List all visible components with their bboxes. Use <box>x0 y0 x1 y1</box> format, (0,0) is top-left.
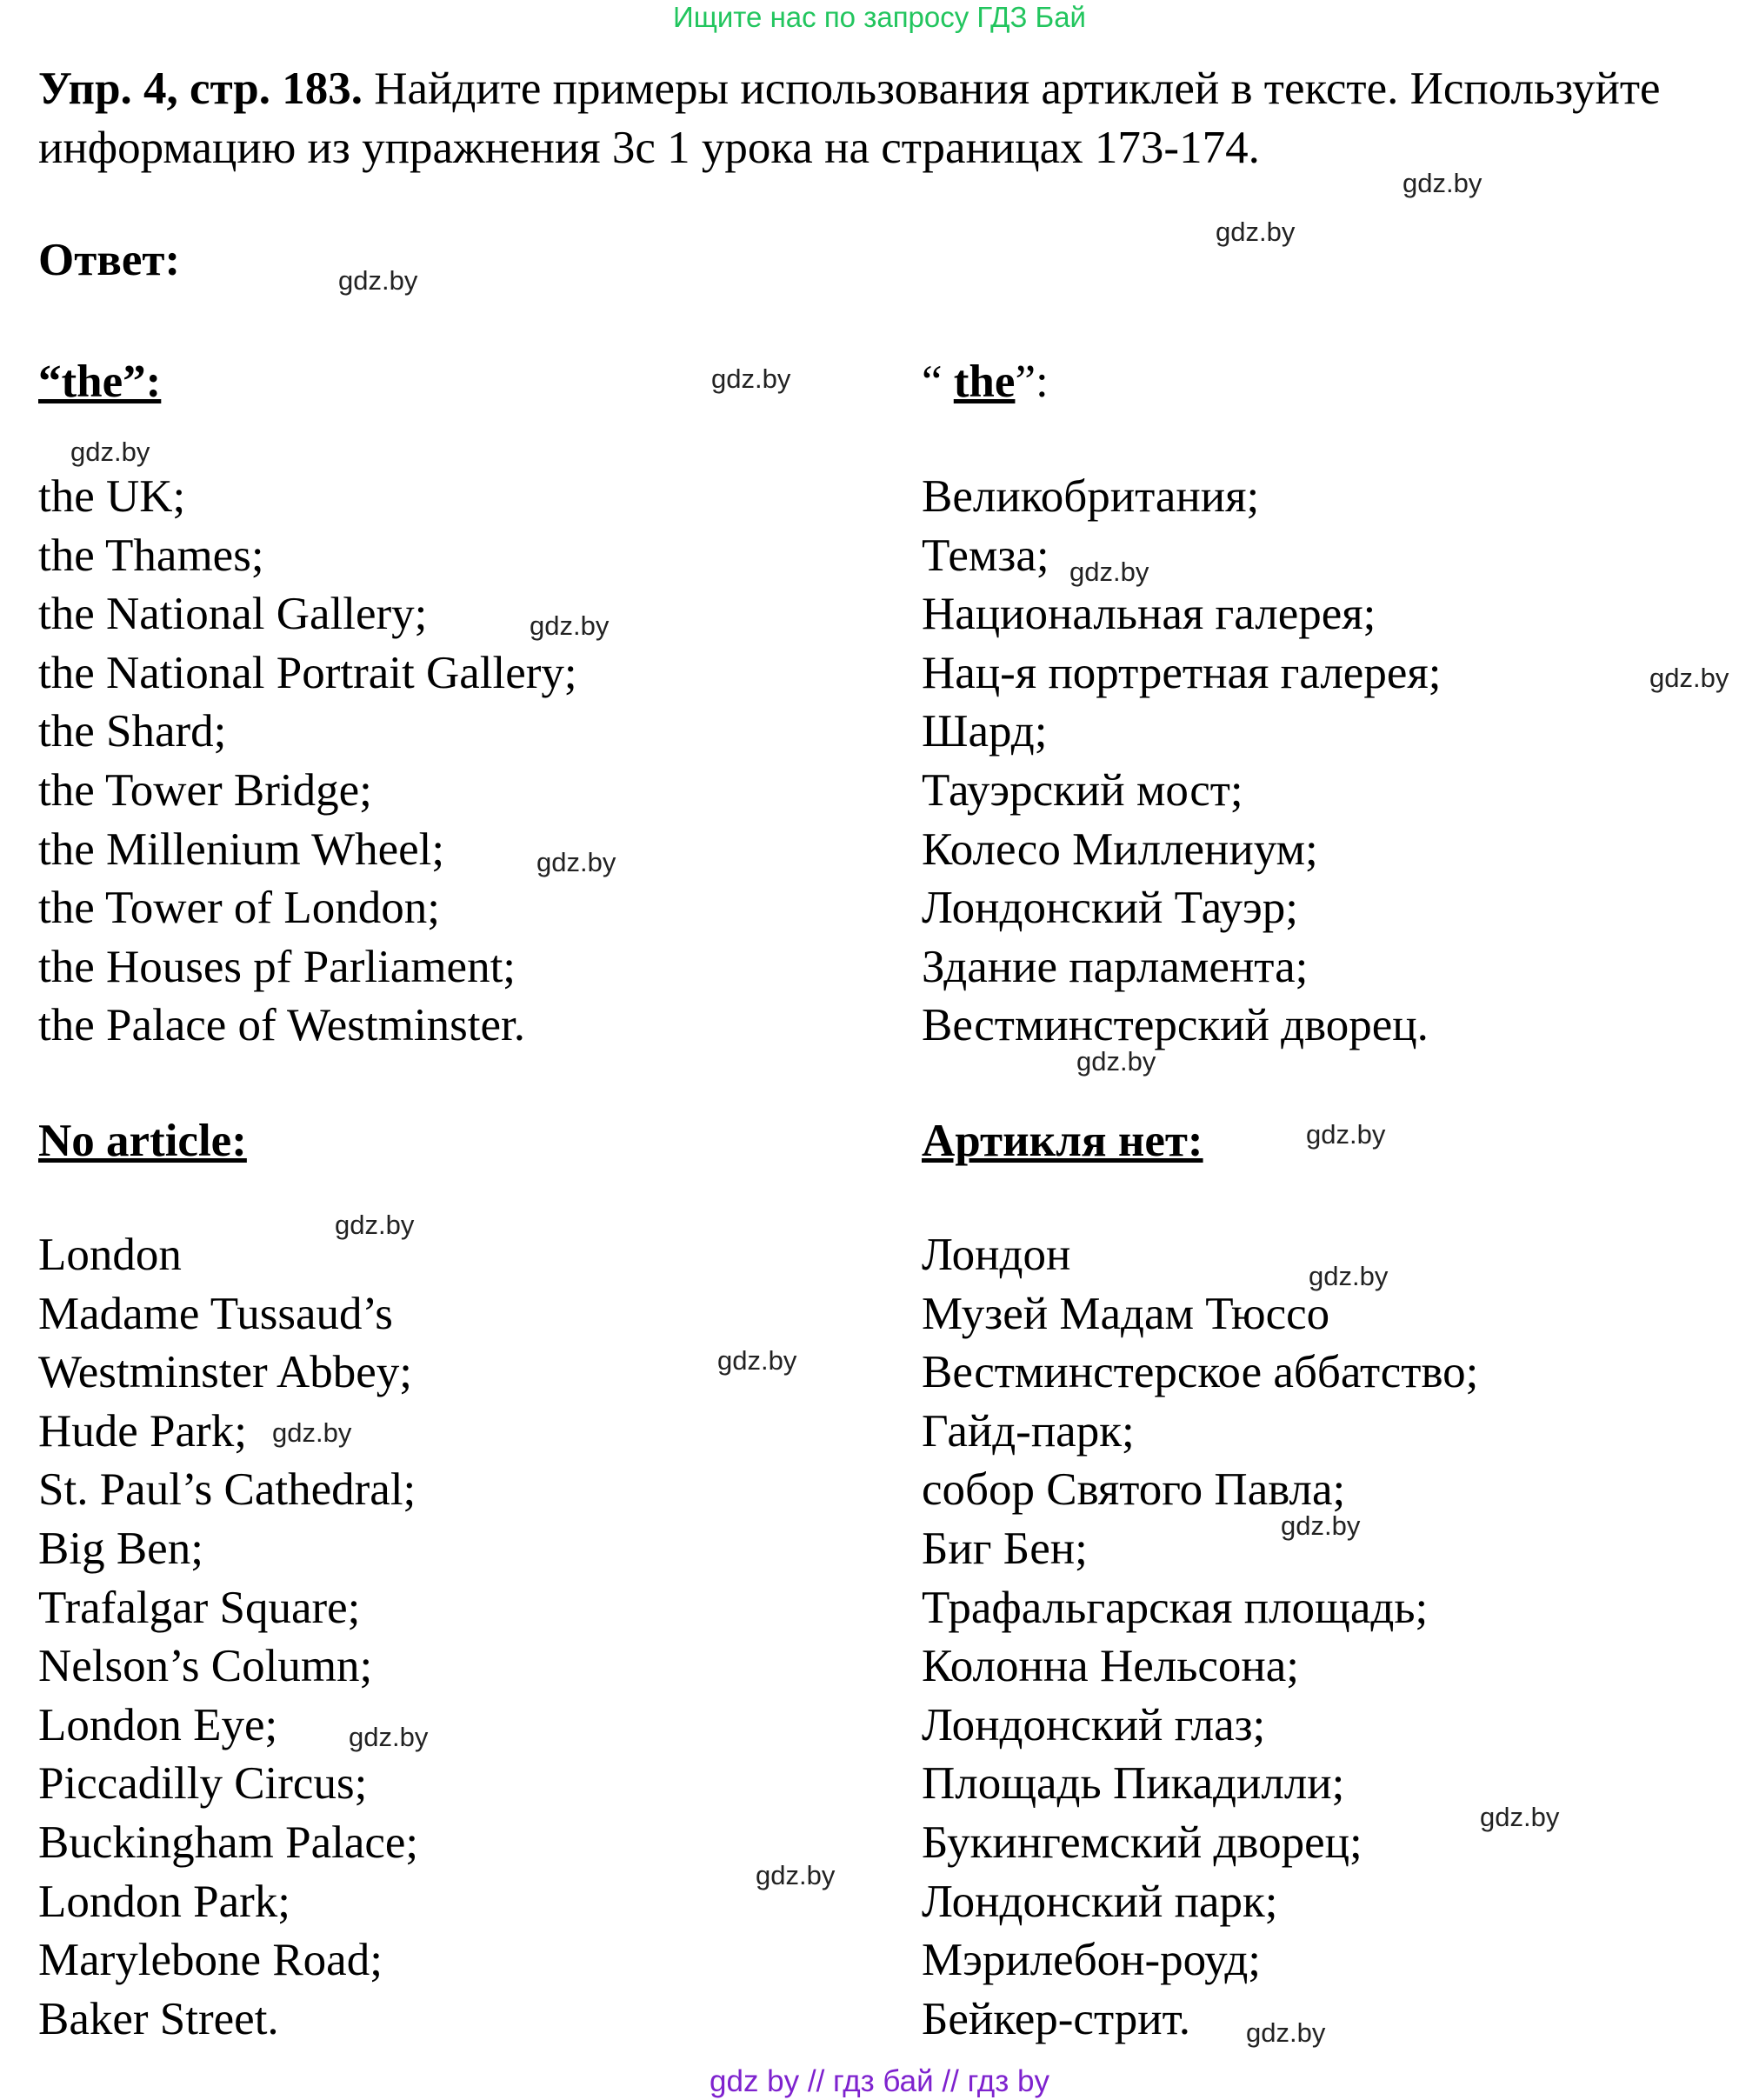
no-article-list-ru <box>922 1226 1478 2049</box>
list-item: Madame Tussaud’s <box>38 1288 393 1339</box>
list-item: Marylebone Road; <box>38 1935 383 1986</box>
list-item: Букингемский дворец; <box>922 1817 1363 1868</box>
watermark: gdz.by <box>1069 557 1149 587</box>
list-item: London Park; <box>38 1876 290 1927</box>
watermark: gdz.by <box>1076 1046 1156 1077</box>
the-list-ru <box>922 468 1441 1056</box>
list-item: Baker Street. <box>38 1993 279 2044</box>
list-item: Лондонский глаз; <box>922 1699 1266 1750</box>
list-item: Nelson’s Column; <box>38 1641 373 1692</box>
list-item: Площадь Пикадилли; <box>922 1758 1345 1810</box>
task-statement <box>38 59 1673 177</box>
watermark: gdz.by <box>530 610 610 641</box>
list-item: Биг Бен; <box>922 1523 1088 1574</box>
list-item: Мэрилебон-роуд; <box>922 1935 1262 1986</box>
task-label: Упр. 4, стр. 183. <box>38 63 363 114</box>
list-item: Лондонский парк; <box>922 1876 1278 1927</box>
no-article-heading-en: No article: <box>38 1116 247 1166</box>
watermark: gdz.by <box>717 1345 797 1376</box>
list-item: собор Святого Павла; <box>922 1464 1346 1516</box>
list-item: Колесо Миллениум; <box>922 823 1318 875</box>
top-banner: Ищите нас по запросу ГДЗ Бай <box>673 1 1086 33</box>
list-item: Тауэрский мост; <box>922 764 1243 816</box>
list-item: London Eye; <box>38 1699 278 1750</box>
the-heading-ru: “ the”: <box>922 357 1049 407</box>
footer: gdz by // гдз бай // гдз by <box>710 2064 1049 2098</box>
list-item: Piccadilly Circus; <box>38 1758 368 1810</box>
watermark: gdz.by <box>1649 663 1729 693</box>
watermark: gdz.by <box>1281 1510 1361 1541</box>
list-item: the UK; <box>38 471 186 522</box>
list-item: Темза; <box>922 530 1049 581</box>
watermark: gdz.by <box>1306 1119 1386 1150</box>
watermark: gdz.by <box>1216 217 1296 247</box>
list-item: the Tower Bridge; <box>38 764 372 816</box>
list-item: Лондон <box>922 1230 1071 1280</box>
task-text: Найдите примеры использования артиклей в тексте. Используйте информацию из упражнения 3с 1 урока на страницах 173-174. <box>38 63 1661 173</box>
list-item: Шард; <box>922 706 1048 757</box>
the-heading-en: “the”: <box>38 357 162 407</box>
list-item: Big Ben; <box>38 1523 203 1574</box>
list-item: Колонна Нельсона; <box>922 1641 1300 1692</box>
no-article-list-en <box>38 1226 418 2049</box>
list-item: Лондонский Тауэр; <box>922 883 1298 934</box>
list-item: the Tower of London; <box>38 883 440 934</box>
list-item: Гайд-парк; <box>922 1405 1135 1457</box>
list-item: Нац-я портретная галерея; <box>922 647 1442 698</box>
list-item: the National Gallery; <box>38 589 428 640</box>
list-item: the Houses pf Parliament; <box>38 941 516 992</box>
watermark: gdz.by <box>335 1210 415 1240</box>
list-item: the Shard; <box>38 706 227 757</box>
list-item: St. Paul’s Cathedral; <box>38 1464 416 1516</box>
list-item: the Palace of Westminster. <box>38 1000 525 1051</box>
list-item: Великобритания; <box>922 471 1260 522</box>
watermark: gdz.by <box>349 1722 429 1752</box>
list-item: London <box>38 1230 182 1280</box>
list-item: Бейкер-стрит. <box>922 1993 1191 2044</box>
watermark: gdz.by <box>536 847 616 877</box>
answer-label: Ответ: <box>38 235 181 285</box>
list-item: Westminster Abbey; <box>38 1347 412 1398</box>
watermark: gdz.by <box>70 437 150 467</box>
list-item: Здание парламента; <box>922 941 1309 992</box>
list-item: Hude Park; <box>38 1405 247 1457</box>
list-item: Национальная галерея; <box>922 589 1376 640</box>
watermark: gdz.by <box>338 265 418 296</box>
list-item: the Millenium Wheel; <box>38 823 445 875</box>
list-item: the Thames; <box>38 530 264 581</box>
the-list-en <box>38 468 577 1056</box>
no-article-heading-ru: Артикля нет: <box>922 1116 1203 1166</box>
watermark: gdz.by <box>1246 2017 1326 2048</box>
watermark: gdz.by <box>711 363 791 394</box>
watermark: gdz.by <box>756 1860 836 1890</box>
list-item: the National Portrait Gallery; <box>38 647 577 698</box>
watermark: gdz.by <box>1309 1261 1389 1291</box>
watermark: gdz.by <box>272 1417 352 1448</box>
watermark: gdz.by <box>1480 1802 1560 1832</box>
list-item: Trafalgar Square; <box>38 1582 361 1633</box>
list-item: Вестминстерское аббатство; <box>922 1347 1479 1398</box>
list-item: Вестминстерский дворец. <box>922 1000 1429 1051</box>
list-item: Музей Мадам Тюссо <box>922 1288 1330 1339</box>
list-item: Трафальгарская площадь; <box>922 1582 1429 1633</box>
watermark: gdz.by <box>1403 168 1482 198</box>
list-item: Buckingham Palace; <box>38 1817 419 1868</box>
